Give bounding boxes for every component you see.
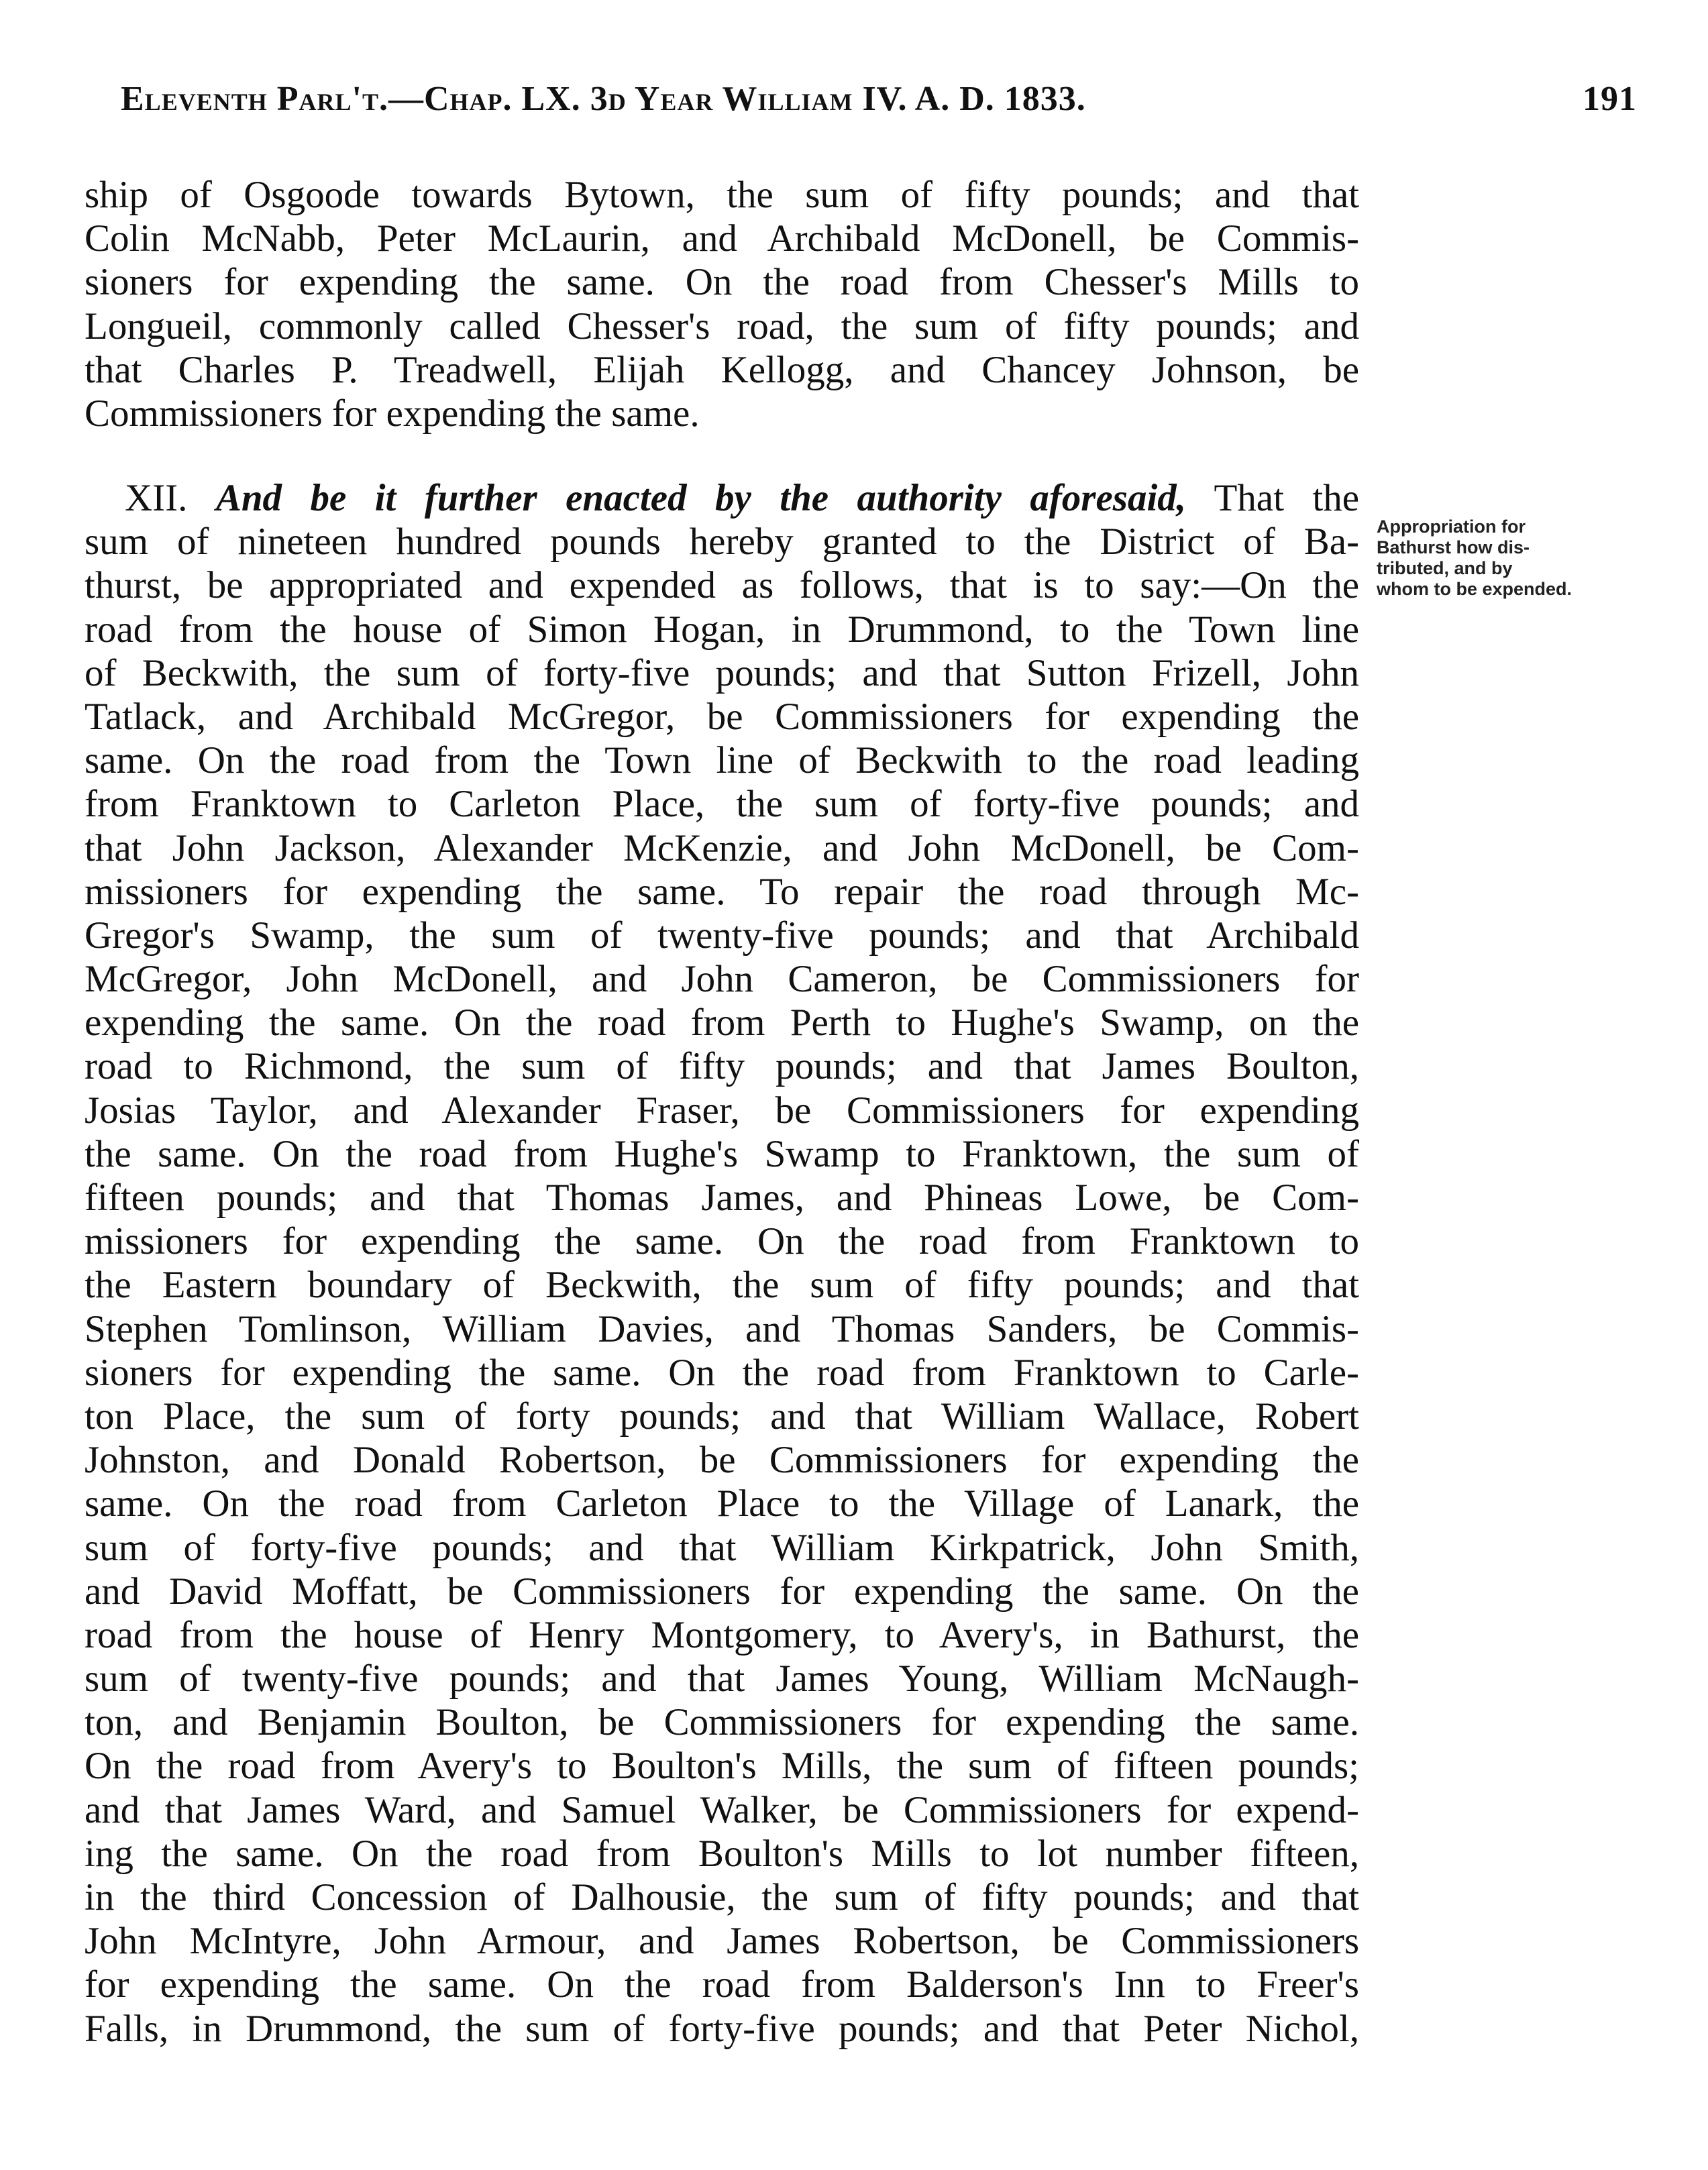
text-line: expending the same. On the road from Perth to Hughe's Swamp, on the [85, 1001, 1359, 1044]
text-line: the Eastern boundary of Beckwith, the sum of fifty pounds; and that [85, 1264, 1359, 1307]
text-line: On the road from Avery's to Boulton's Mills, the sum of fifteen pounds; [85, 1745, 1359, 1788]
marginal-note [1377, 517, 1658, 600]
running-head [121, 79, 1637, 133]
text-line: road from the house of Henry Montgomery, to Avery's, in Bathurst, the [85, 1613, 1359, 1656]
text-line: ton Place, the sum of forty pounds; and that William Wallace, Robert [85, 1395, 1359, 1437]
first-line-rest: That the [1214, 477, 1359, 519]
text-line: the same. On the road from Hughe's Swamp to Franktown, the sum of [85, 1132, 1359, 1175]
text-line: McGregor, John McDonell, and John Cameron, be Commissioners for [85, 958, 1359, 1001]
page-number: 191 [1583, 80, 1637, 118]
text-line: sioners for expending the same. On the road from Chesser's Mills to [85, 261, 1359, 304]
text-line: ton, and Benjamin Boulton, be Commissioners for expending the same. [85, 1701, 1359, 1744]
text-line: and that James Ward, and Samuel Walker, be Commissioners for expend- [85, 1788, 1359, 1831]
text-line: missioners for expending the same. On the road from Franktown to [85, 1220, 1359, 1263]
text-line: and David Moffatt, be Commissioners for expending the same. On the [85, 1570, 1359, 1613]
section-first-line [85, 476, 1359, 520]
text-line: Tatlack, and Archibald McGregor, be Commissioners for expending the [85, 695, 1359, 738]
text-line: for expending the same. On the road from Balderson's Inn to Freer's [85, 1963, 1359, 2006]
text-line: sum of nineteen hundred pounds hereby granted to the District of Ba- [85, 521, 1359, 563]
text-line: same. On the road from Carleton Place to the Village of Lanark, the [85, 1482, 1359, 1525]
text-line: ship of Osgoode towards Bytown, the sum of fifty pounds; and that [85, 174, 1359, 216]
text-line: Stephen Tomlinson, William Davies, and Thomas Sanders, be Commis- [85, 1307, 1359, 1350]
continuation-paragraph [85, 173, 1359, 435]
text-line: sum of twenty-five pounds; and that James Young, William McNaugh- [85, 1658, 1359, 1700]
text-line: Gregor's Swamp, the sum of twenty-five pounds; and that Archibald [85, 914, 1359, 957]
text-line: Longueil, commonly called Chesser's road, the sum of fifty pounds; and [85, 305, 1359, 347]
text-line: John McIntyre, John Armour, and James Robertson, be Commissioners [85, 1920, 1359, 1963]
text-line: sioners for expending the same. On the road from Franktown to Carle- [85, 1351, 1359, 1394]
running-title: Eleventh Parl't.—Chap. LX. 3d Year William IV. A. D. 1833. [121, 80, 1086, 118]
marginal-note-line: whom to be expended. [1377, 579, 1572, 599]
marginal-note-line: Appropriation for [1377, 517, 1526, 537]
text-line: Falls, in Drummond, the sum of forty-five pounds; and that Peter Nichol, [85, 2007, 1359, 2050]
text-line: thurst, be appropriated and expended as follows, that is to say:—On the [85, 564, 1359, 607]
text-line: that John Jackson, Alexander McKenzie, and John McDonell, be Com- [85, 826, 1359, 869]
section-number: XII. [125, 477, 188, 519]
text-line: in the third Concession of Dalhousie, the sum of fifty pounds; and that [85, 1876, 1359, 1918]
text-line: Commissioners for expending the same. [85, 392, 700, 435]
text-line: from Franktown to Carleton Place, the sum of forty-five pounds; and [85, 783, 1359, 826]
text-line: of Beckwith, the sum of forty-five pounds; and that Sutton Frizell, John [85, 651, 1359, 694]
marginal-note-line: Bathurst how dis- [1377, 537, 1530, 557]
text-line: missioners for expending the same. To repair the road through Mc- [85, 870, 1359, 913]
text-line: sum of forty-five pounds; and that William Kirkpatrick, John Smith, [85, 1526, 1359, 1569]
text-line: ing the same. On the road from Boulton's Mills to lot number fifteen, [85, 1832, 1359, 1875]
text-line: that Charles P. Treadwell, Elijah Kellogg, and Chancey Johnson, be [85, 348, 1359, 391]
enacting-clause: And be it further enacted by the authority aforesaid, [215, 477, 1187, 519]
marginal-note-line: tributed, and by [1377, 558, 1513, 578]
text-line: same. On the road from the Town line of Beckwith to the road leading [85, 739, 1359, 782]
text-line: road from the house of Simon Hogan, in Drummond, to the Town line [85, 608, 1359, 651]
text-line: fifteen pounds; and that Thomas James, and Phineas Lowe, be Com- [85, 1177, 1359, 1219]
text-line: road to Richmond, the sum of fifty pounds; and that James Boulton, [85, 1045, 1359, 1088]
section-xii-paragraph [85, 476, 1359, 2051]
text-line: Colin McNabb, Peter McLaurin, and Archibald McDonell, be Commis- [85, 217, 1359, 260]
text-line: Johnston, and Donald Robertson, be Commissioners for expending the [85, 1439, 1359, 1482]
text-line: Josias Taylor, and Alexander Fraser, be Commissioners for expending [85, 1089, 1359, 1132]
